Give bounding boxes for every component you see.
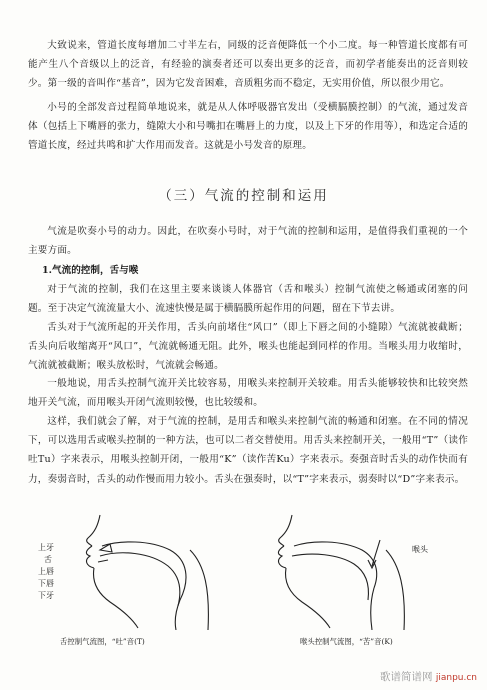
figure-tongue-control (40, 510, 230, 630)
paragraph-1: 大致说来，管道长度每增加二寸半左右，同级的泛音便降低一个小二度。每一种管道长度都有可能产生八个音级以上的泛音，有经验的演奏者还可以奏出更多的泛音，而初学者能奏出的泛音则较少。第一级的音叫作“基音”，因为它发音困难，音质粗劣而不稳定，无实用价值，所以很少用它。 (28, 40, 468, 90)
watermark-site: 歌谱简谱网 (380, 671, 433, 683)
label-lower-lip: 下唇 (38, 579, 54, 588)
label-tongue: 舌 (44, 555, 52, 564)
tongue-diagram-illustration (40, 510, 230, 630)
watermark-url[interactable]: jianpu.cn (435, 673, 477, 683)
label-upper-lip: 上唇 (38, 567, 54, 576)
paragraph-2: 小号的全部发音过程简单地说来，就是从人体呼吸器官发出（受横膈膜控制）的气流，通过发音体（包括上下嘴唇的张力，缝隙大小和号嘴扣在嘴唇上的力度，以及上下牙的作用等），和选定合适的管道长度，经过共鸣和扩大作用而发音。这就是小号发音的原理。 (28, 102, 468, 152)
caption-left-figure: 舌控制气流图，“吐”音(T) (60, 637, 145, 646)
label-lower-teeth: 下牙 (38, 591, 54, 600)
section-heading: （三）气流的控制和运用 (158, 188, 329, 204)
throat-diagram-illustration (262, 510, 452, 630)
label-upper-teeth: 上牙 (38, 543, 54, 552)
caption-right-figure: 喉头控制气流图，“苦”音(K) (300, 637, 393, 646)
watermark (380, 669, 477, 684)
paragraph-4: 对于气流的控制，我们在这里主要来谈谈人体器官（舌和喉头）控制气流使之畅通或闭塞的问题。至于决定气流流量大小、流速快慢是属于横膈膜所起作用的问题，留在下节去讲。 (28, 284, 468, 315)
paragraph-6: 一般地说，用舌头控制气流开关比较容易，用喉头来控制开关较难。用舌头能够较快和比较突然地开关气流，而用喉头开闭气流则较慢，也比较缓和。 (28, 378, 468, 409)
figure-throat-control (262, 510, 452, 630)
paragraph-3: 气流是吹奏小号的动力。因此，在吹奏小号时，对于气流的控制和运用，是值得我们重视的一个主要方面。 (28, 226, 468, 257)
paragraph-7: 这样，我们就会了解，对于气流的控制，是用舌和喉头来控制气流的畅通和闭塞。在不同的情况下，可以选用舌或喉头控制的一种方法，也可以二者交替使用。用舌头来控制开关，一般用“T”（读作吐Tu）字来表示，用喉头控制开闭，一般用“K”（读作苦Ku）字来表示。奏强音时舌头的动作快而有力，奏弱音时，舌头的动作慢而用力较小。舌头在强奏时，以“T”字来表示，弱奏时以“D”字来表示。 (28, 416, 468, 485)
label-throat: 喉头 (412, 545, 428, 554)
subheading: 1.气流的控制，舌与喉 (42, 265, 139, 276)
paragraph-5: 舌头对于气流所起的开关作用，舌头向前堵住“风口”（即上下唇之间的小缝隙）气流就被截断；舌头向后收缩离开“风口”，气流就畅通无阻。此外，喉头也能起到同样的作用。当喉头用力收缩时，气流就被截断；喉头放松时，气流就会畅通。 (28, 322, 468, 372)
